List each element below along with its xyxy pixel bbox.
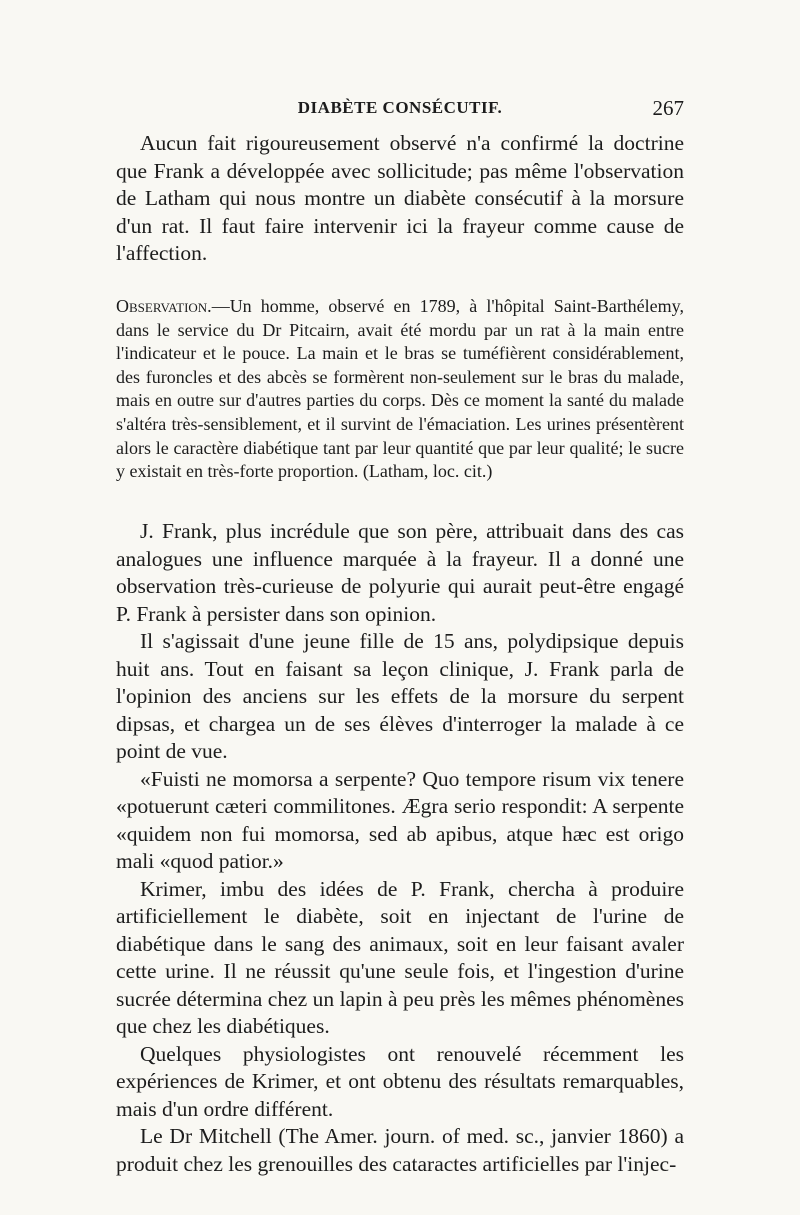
paragraph-jeune-fille: Il s'agissait d'une jeune fille de 15 ans, polydipsique depuis huit ans. Tout en faisant sa leçon clinique, J. Frank parla de l'opinion des anciens sur les effets de la morsure du serpent dipsas, et chargea un de ses élèves d'interroger la malade à ce point de vue. [116,629,684,763]
paragraph-latham-intro: Aucun fait rigoureusement observé n'a confirmé la doctrine que Frank a développée avec sollicitude; pas même l'observation de Latham qui nous montre un diabète consécutif à la morsure d'un rat. Il faut faire intervenir ici la frayeur comme cause de l'affection. [116,131,684,265]
paragraph-j-frank: J. Frank, plus incrédule que son père, attribuait dans des cas analogues une influence marquée à la frayeur. Il a donné une observation très-curieuse de polyurie qui aurait peut-être engagé P. Frank à persister dans son opinion. [116,519,684,626]
paragraph-krimer: Krimer, imbu des idées de P. Frank, chercha à produire artificiellement le diabète, soit en injectant de l'urine de diabétique dans le sang des animaux, soit en leur faisant avaler cette urine. Il ne réussit qu'une seule fois, et l'ingestion d'urine sucrée détermina chez un lapin à peu près les mêmes phénomènes que chez les diabétiques. [116,876,684,1038]
page-number: 267 [652,96,684,120]
running-header [116,98,684,128]
running-title: DIABÈTE CONSÉCUTIF. [297,98,503,117]
observation-paragraph [116,295,684,484]
main-text-block [116,518,684,1178]
paragraph-mitchell: Le Dr Mitchell (The Amer. journ. of med. sc., janvier 1860) a produit chez les grenouilles des cataractes artificielles par l'injec- [116,1124,684,1176]
observation-label: Observation. [116,296,212,316]
observation-block [116,295,684,484]
opening-paragraph-block [116,130,684,268]
paragraph-physiologistes: Quelques physiologistes ont renouvelé récemment les expériences de Krimer, et ont obtenu des résultats remarquables, mais d'un ordre différent. [116,1041,684,1121]
observation-text: —Un homme, observé en 1789, à l'hôpital Saint-Barthélemy, dans le service du Dr Pitcairn, avait été mordu par un rat à la main entre l'indicateur et le pouce. La main et le bras se tuméfièrent considérablement, des furoncles et des abcès se formèrent non-seulement sur le bras du malade, mais en outre sur d'autres parties du corps. Dès ce moment la santé du malade s'altéra très-sensiblement, et il survint de l'émaciation. Les urines présentèrent alors le caractère diabétique tant par leur quantité que par leur qualité; le sucre y existait en très-forte proportion. (Latham, loc. cit.) [116,296,684,482]
paragraph-latin-quote: «Fuisti ne momorsa a serpente? Quo tempore risum vix tenere «potuerunt cæteri commilitones. Ægra serio respondit: A serpente «quidem non fui momorsa, sed ab apibus, atque hæc est origo mali «quod patior.» [116,766,684,873]
